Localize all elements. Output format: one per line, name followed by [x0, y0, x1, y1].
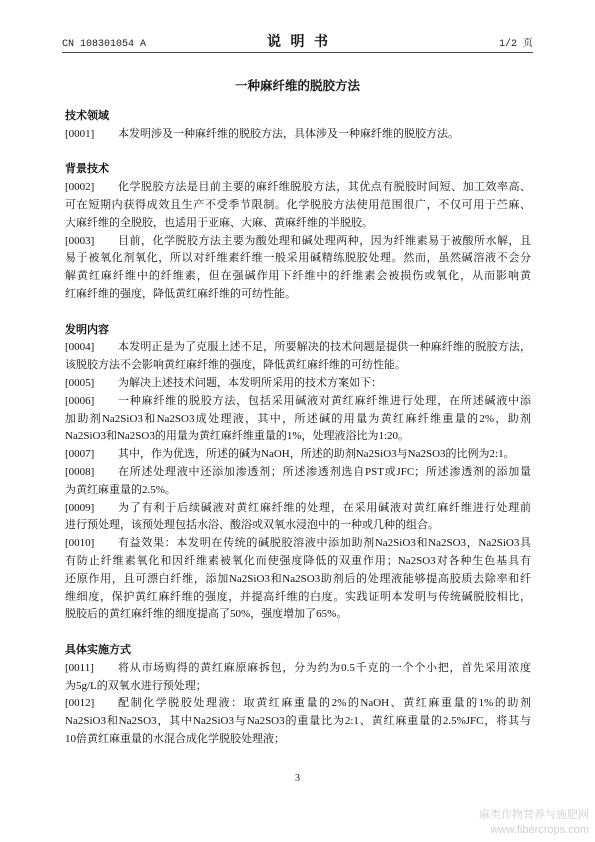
paragraph-first-line — [65, 446, 531, 464]
paragraph-line: 易于被氧化剂氧化，所以对纤维素纤维一般采用碱精练脱胶处理。然而，虽然碱溶液不会分 — [65, 252, 531, 265]
paragraph-0005 — [65, 375, 531, 393]
watermark-site-name: 麻类作物营养与施肥网 — [479, 809, 589, 821]
paragraph-number: [0004] — [65, 341, 95, 354]
paragraph-line: 为了有利于后续碱液对黄红麻纤维的处理，在采用碱液对黄红麻纤维进行处理前 — [118, 501, 531, 514]
paragraph-first-line — [65, 233, 531, 251]
section-heading: 发明内容 — [65, 323, 109, 336]
paragraph-number: [0011] — [65, 661, 94, 674]
paragraph-line: 本发明正是为了克服上述不足，所要解决的技术问题是提供一种麻纤维的脱胶方法， — [118, 341, 531, 354]
publication-number: CN 108301054 A — [62, 39, 147, 50]
paragraph-number: [0003] — [65, 234, 95, 247]
paragraph-line: 化学脱胶方法是目前主要的麻纤维脱胶方法，其优点有脱胶时间短、加工效率高、 — [118, 181, 531, 194]
paragraph-number: [0006] — [65, 394, 95, 407]
paragraph-first-line — [65, 393, 531, 411]
paragraph-0007 — [65, 446, 531, 464]
paragraph-line: 本发明涉及一种麻纤维的脱胶方法，具体涉及一种麻纤维的脱胶方法。 — [118, 127, 459, 140]
paragraph-0011 — [65, 660, 531, 696]
paragraph-line: 目前，化学脱胶方法主要为酸处理和碱处理两种，因为纤维素易于被酸所水解，且 — [118, 234, 531, 247]
paragraph-line: 其中，作为优选，所述的碱为NaOH，所述的助剂Na2SiO3与Na2SO3的比例为2:1。 — [118, 448, 515, 461]
paragraph-line: 为解决上述技术问题，本发明所采用的技术方案如下： — [118, 376, 382, 389]
paragraph-0003 — [65, 233, 531, 304]
paragraph-line: 解黄红麻纤维中的纤维素，但在强碱作用下纤维中的纤维素会被损伤或氧化，从而影响黄 — [65, 270, 531, 283]
paragraph-0004 — [65, 339, 531, 375]
paragraph-0008 — [65, 464, 531, 500]
paragraph-0010 — [65, 535, 531, 624]
paragraph-number: [0009] — [65, 501, 95, 514]
paragraph-number: [0002] — [65, 181, 95, 194]
document-type-header: 说 明 书 — [267, 35, 331, 50]
paragraph-line: 有益效果：本发明在传统的碱脱胶溶液中添加助剂Na2SiO3和Na2SO3，Na2SiO3具 — [118, 537, 531, 550]
paragraph-number: [0005] — [65, 376, 95, 389]
paragraph-line: Na2SiO3和Na2SO3的用量为黄红麻纤维重量的1%，处理液浴比为1:20。 — [65, 430, 410, 443]
paragraph-line: 10倍黄红麻重量的水混合成化学脱胶处理液； — [65, 732, 285, 745]
paragraph-line: 脱胶后的黄红麻纤维的细度提高了50%，强度增加了65%。 — [65, 608, 348, 621]
paragraph-number: [0010] — [65, 537, 95, 550]
document-title: 一种麻纤维的脱胶方法 — [234, 79, 360, 93]
paragraph-first-line — [65, 695, 531, 713]
paragraph-line: 还原作用，且可漂白纤维，添加Na2SiO3和Na2SO3助剂后的处理液能够提高胶质去除率和纤 — [65, 572, 531, 585]
paragraph-0006 — [65, 393, 531, 446]
paragraph-first-line — [65, 179, 531, 197]
paragraph-line: 为5g/L的双氧水进行预处理； — [65, 679, 207, 692]
page-indicator: 1/2 页 — [498, 39, 533, 50]
paragraph-line: 红麻纤维的强度，降低黄红麻纤维的可纺性能。 — [65, 287, 296, 300]
section-heading: 技术领域 — [65, 110, 109, 122]
section-heading: 具体实施方式 — [65, 643, 131, 656]
paragraph-number: [0007] — [65, 448, 95, 461]
paragraph-line: 大麻纤维的全脱胶，也适用于亚麻、大麻、黄麻纤维的半脱胶。 — [65, 216, 373, 229]
section-background-art — [65, 161, 531, 303]
paragraph-0012 — [65, 695, 531, 748]
paragraph-line: 可在短期内获得成效且生产不受季节限制。化学脱胶方法使用范围很广，不仅可用于苎麻、 — [65, 198, 531, 211]
paragraph-first-line — [65, 339, 531, 357]
page-number: 3 — [295, 773, 300, 784]
paragraph-first-line — [65, 500, 531, 518]
paragraph-line: 为黄红麻重量的2.5%。 — [65, 483, 176, 496]
paragraph-first-line — [65, 535, 531, 553]
paragraph-line: 进行预处理，该预处理包括水浴、酸浴或双氧水浸泡中的一种或几种的组合。 — [65, 519, 439, 532]
section-technical-field — [65, 108, 531, 144]
watermark-url: www.fibercrops.com — [490, 824, 589, 836]
paragraph-first-line — [65, 660, 531, 678]
paragraph-line: 该脱胶方法不会影响黄红麻纤维的强度，降低黄红麻纤维的可纺性能。 — [65, 359, 406, 372]
paragraph-line: 配制化学脱胶处理液：取黄红麻重量的2%的NaOH、黄红麻重量的1%的助剂 — [118, 697, 531, 710]
paragraph-line: 加助剂Na2SiO3和Na2SO3成处理液，其中，所述碱的用量为黄红麻纤维重量的2%，助剂 — [65, 412, 531, 425]
paragraph-first-line — [65, 375, 531, 393]
section-detailed-description — [65, 642, 531, 749]
paragraph-0001 — [65, 126, 531, 144]
section-summary-of-invention — [65, 322, 531, 625]
document-body — [65, 108, 531, 749]
section-heading: 背景技术 — [65, 163, 109, 176]
paragraph-line: 在所述处理液中还添加渗透剂；所述渗透剂选自PST或JFC；所述渗透剂的添加量 — [118, 465, 532, 478]
paragraph-first-line — [65, 126, 531, 144]
paragraph-number: [0008] — [65, 465, 95, 478]
paragraph-0009 — [65, 500, 531, 536]
paragraph-line: 有防止纤维素氧化和因纤维素被氧化而使强度降低的双重作用；Na2SO3对各种生色基具有 — [65, 554, 531, 567]
watermark — [479, 808, 589, 838]
paragraph-line: 将从市场购得的黄红麻原麻拆包，分为约为0.5千克的一个个小把，首先采用浓度 — [118, 661, 531, 674]
paragraph-number: [0001] — [65, 127, 95, 140]
paragraph-0002 — [65, 179, 531, 232]
paragraph-line: 维细度，保护黄红麻纤维的强度，并提高纤维的白度。实践证明本发明与传统碱脱胶相比， — [65, 590, 531, 603]
paragraph-number: [0012] — [65, 697, 95, 710]
paragraph-line: 一种麻纤维的脱胶方法，包括采用碱液对黄红麻纤维进行处理，在所述碱液中添 — [118, 394, 531, 407]
paragraph-first-line — [65, 464, 531, 482]
header-rule — [62, 52, 533, 53]
paragraph-line: Na2SiO3和Na2SO3，其中Na2SiO3与Na2SO3的重量比为2:1、黄红麻重量的2.5%JFC，将其与 — [65, 715, 531, 728]
